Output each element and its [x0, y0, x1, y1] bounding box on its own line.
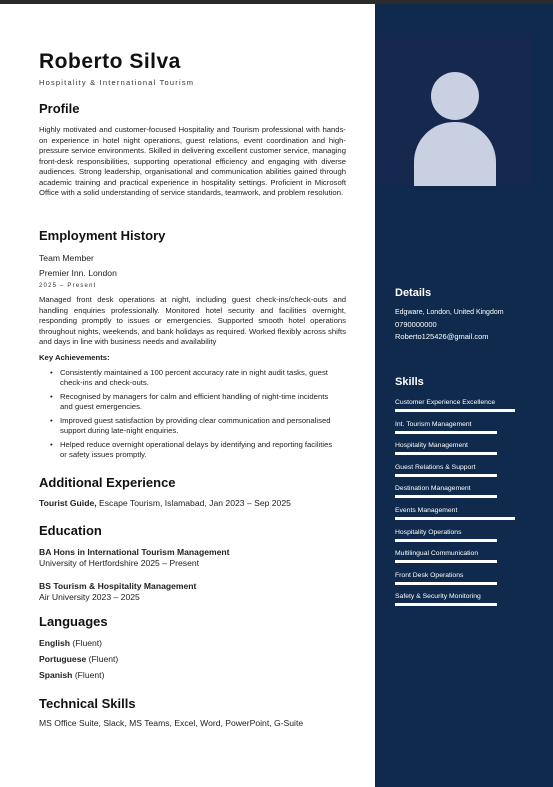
skill-label: Safety & Security Monitoring [395, 593, 481, 601]
skill-label: Multilingual Communication [395, 550, 479, 558]
language-item [39, 654, 118, 664]
languages-heading: Languages [39, 614, 108, 629]
skill-level-bar [395, 539, 497, 542]
achievement-item: • Helped reduce overnight operational delays by identifying and reporting facilities or safety issues promptly. [50, 440, 340, 460]
skill-level-bar [395, 474, 497, 477]
skill-label: Customer Experience Excellence [395, 399, 496, 406]
technical-skills-text: MS Office Suite, Slack, MS Teams, Excel, Word, PowerPoint, G-Suite [39, 718, 304, 728]
education-heading: Education [39, 523, 102, 538]
avatar-head-shape [431, 72, 479, 120]
job-dates: 2025 – Present [39, 283, 97, 289]
language-level: (Fluent) [70, 638, 103, 648]
skill-level-bar [395, 431, 497, 434]
education-institution: Air University 2023 – 2025 [39, 592, 140, 602]
profile-heading: Profile [39, 101, 80, 116]
skill-item [395, 550, 497, 563]
skill-level-bar [395, 409, 515, 412]
technical-heading: Technical Skills [39, 696, 136, 711]
language-item [39, 638, 102, 648]
language-name: Spanish [39, 670, 73, 680]
skill-level-bar [395, 560, 497, 563]
job-description: Managed front desk operations at night, including guest check-ins/check-outs and handling enquiries professionally. Monitored hotel security and facilities overnight, responding promptly to issues or emergencies. Supported smooth hotel operations throughout nights, weekends, and bank holidays as required. Worked flexibly across shifts and days in line with business needs and availability [39, 295, 346, 346]
skills-heading: Skills [395, 376, 424, 388]
education-degree: BA Hons in International Tourism Management [39, 547, 230, 557]
achievement-item: • Consistently maintained a 100 percent accuracy rate in night audit tasks, guest check-ins and check-outs. [50, 368, 340, 388]
candidate-subtitle: Hospitality & International Tourism [39, 78, 195, 87]
skill-level-bar [395, 452, 497, 455]
language-name: Portuguese [39, 654, 87, 664]
skill-label: Guest Relations & Support [395, 463, 476, 471]
profile-text: Highly motivated and customer-focused Hospitality and Tourism professional with hands-on experience in hotel night operations, guest relations, event coordination and high-pressure service environments. Skilled in delivering excellent customer service, managing front-desk responsibilities, supporting operational efficiency and engaging with diverse audiences. Strong leadership, organisational and communication abilities gained through academic training and practical experience in hospitality settings. Proficient in Microsoft Office with a solid understanding of service standards, teamwork, and problem resolution. [39, 125, 346, 197]
details-email: Roberto125426@gmail.com [395, 332, 489, 341]
details-phone: 0790000000 [395, 320, 437, 329]
details-address: Edgware, London, United Kingdom [395, 309, 504, 316]
education-degree: BS Tourism & Hospitality Management [39, 581, 197, 591]
additional-entry [39, 498, 291, 508]
achievement-item: • Recognised by managers for calm and efficient handling of night-time incidents and guest emergencies. [50, 392, 340, 412]
skill-item [395, 572, 497, 585]
skill-item [395, 593, 497, 606]
skill-item [395, 529, 497, 542]
skill-item [395, 421, 497, 434]
achievements-label: Key Achievements: [39, 353, 110, 362]
skill-level-bar [395, 582, 497, 585]
additional-detail: Escape Tourism, Islamabad, Jan 2023 – Sep 2025 [96, 498, 291, 508]
skill-level-bar [395, 517, 515, 520]
details-heading: Details [395, 287, 432, 299]
employment-heading: Employment History [39, 228, 166, 243]
skill-label: Events Management [395, 507, 458, 514]
skill-level-bar [395, 495, 497, 498]
skill-item [395, 464, 497, 477]
avatar [378, 34, 532, 186]
additional-role: Tourist Guide, [39, 498, 97, 508]
avatar-body-shape [414, 122, 496, 186]
achievements-list [50, 368, 340, 464]
skill-level-bar [395, 603, 497, 606]
skill-item [395, 485, 497, 498]
employer: Premier Inn. London [39, 268, 117, 278]
job-title: Team Member [39, 253, 94, 263]
education-institution: University of Hertfordshire 2025 – Present [39, 558, 200, 568]
skill-label: Front Desk Operations [395, 571, 464, 579]
skill-label: Hospitality Operations [395, 528, 462, 536]
achievement-item: • Improved guest satisfaction by providing clear communication and personalised support during late-night enquiries. [50, 416, 340, 436]
language-name: English [39, 638, 71, 648]
skill-label: Int. Tourism Management [395, 420, 472, 428]
language-item [39, 670, 104, 680]
skill-item [395, 442, 497, 455]
skill-label: Destination Management [395, 485, 471, 493]
language-level: (Fluent) [86, 654, 119, 664]
additional-heading: Additional Experience [39, 475, 176, 490]
skill-item [395, 399, 515, 412]
skill-label: Hospitality Management [395, 442, 468, 450]
skill-item [395, 507, 515, 520]
candidate-name: Roberto Silva [39, 50, 181, 73]
language-level: (Fluent) [72, 670, 105, 680]
